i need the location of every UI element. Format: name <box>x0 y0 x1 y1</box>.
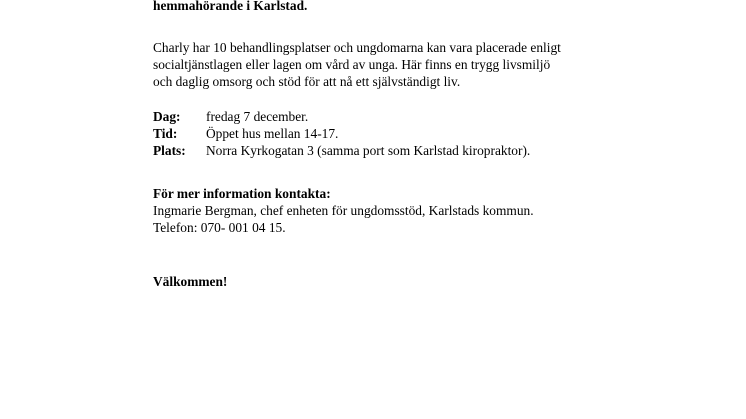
detail-label: Dag: <box>153 109 181 124</box>
contact-name: Ingmarie Bergman, chef enheten för ungdomsstöd, Karlstads kommun. <box>153 203 534 218</box>
intro-line: och daglig omsorg och stöd för att nå ett självständigt liv. <box>153 74 461 89</box>
detail-value: Öppet hus mellan 14-17. <box>206 126 339 141</box>
closing-greeting: Välkommen! <box>153 274 228 289</box>
contact-heading: För mer information kontakta: <box>153 186 331 201</box>
detail-row-time <box>153 125 673 142</box>
heading-tail: hemmahörande i Karlstad. <box>153 0 308 13</box>
detail-row-day <box>153 108 673 125</box>
detail-label: Plats: <box>153 143 186 158</box>
intro-line: socialtjänstlagen eller lagen om vård av unga. Här finns en trygg livsmiljö <box>153 57 551 72</box>
detail-label: Tid: <box>153 126 178 141</box>
detail-value: Norra Kyrkogatan 3 (samma port som Karlstad kiropraktor). <box>206 143 531 158</box>
contact-block <box>153 185 673 236</box>
detail-value: fredag 7 december. <box>206 109 309 124</box>
event-details <box>153 108 673 159</box>
contact-phone: Telefon: 070- 001 04 15. <box>153 220 286 235</box>
detail-row-place <box>153 142 673 159</box>
intro-line: Charly har 10 behandlingsplatser och ungdomarna kan vara placerade enligt <box>153 40 561 55</box>
intro-paragraph <box>153 39 673 90</box>
